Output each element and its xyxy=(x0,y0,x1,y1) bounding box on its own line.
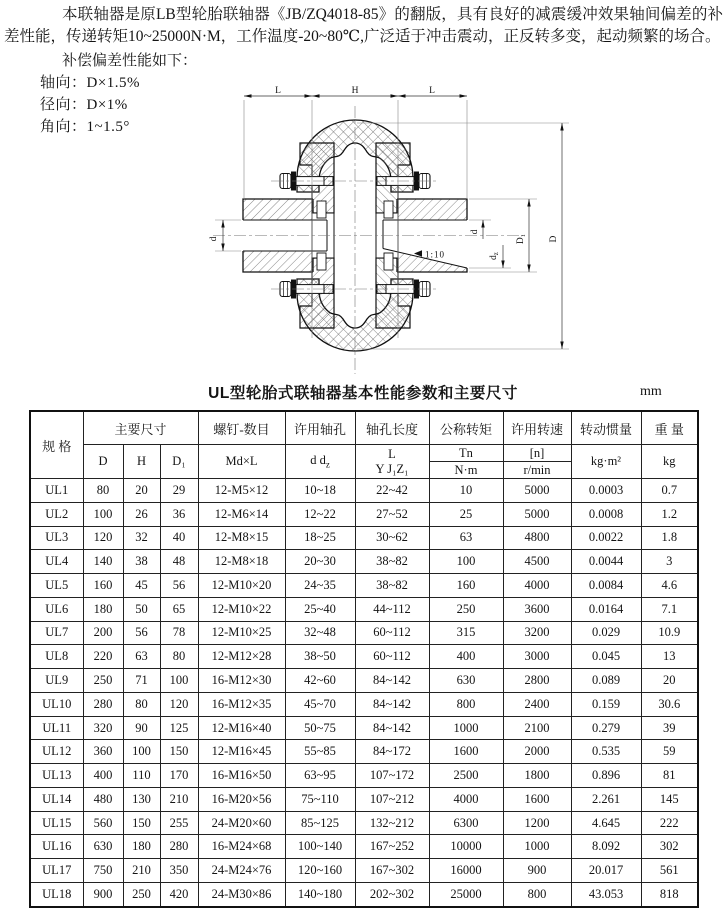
table-cell: 25 xyxy=(429,502,503,526)
col-speed: 许用转速 xyxy=(503,411,571,445)
row-spec: UL2 xyxy=(30,502,83,526)
col-main-dims: 主要尺寸 xyxy=(83,411,198,445)
col-spec: 规 格 xyxy=(30,411,83,479)
table-cell: 16-M24×68 xyxy=(198,835,285,859)
table-cell: 32~48 xyxy=(285,621,355,645)
table-cell: 16-M12×30 xyxy=(198,669,285,693)
table-cell: 80 xyxy=(160,645,198,669)
row-spec: UL3 xyxy=(30,526,83,550)
col-bore-len: 轴孔长度 xyxy=(355,411,429,445)
table-cell: 3000 xyxy=(503,645,571,669)
table-row xyxy=(30,597,698,621)
table-cell: 222 xyxy=(641,811,698,835)
dim-label-L-left: L xyxy=(275,86,281,96)
table-cell: 1600 xyxy=(503,787,571,811)
table-cell: 0.089 xyxy=(571,669,641,693)
table-cell: 400 xyxy=(83,764,123,788)
col-kgm2: kg·m² xyxy=(571,445,641,479)
table-cell: 160 xyxy=(429,574,503,598)
table-cell: 80 xyxy=(83,479,123,503)
table-cell: 12-M16×45 xyxy=(198,740,285,764)
table-cell: 12-M5×12 xyxy=(198,479,285,503)
table-cell: 1.2 xyxy=(641,502,698,526)
row-spec: UL11 xyxy=(30,716,83,740)
table-cell: 4000 xyxy=(503,574,571,598)
table-cell: 0.279 xyxy=(571,716,641,740)
table-cell: 630 xyxy=(429,669,503,693)
table-cell: 10000 xyxy=(429,835,503,859)
table-cell: 90 xyxy=(123,716,160,740)
table-cell: 200 xyxy=(83,621,123,645)
table-cell: 630 xyxy=(83,835,123,859)
table-cell: 50~75 xyxy=(285,716,355,740)
table-cell: 0.896 xyxy=(571,764,641,788)
table-cell: 8.092 xyxy=(571,835,641,859)
table-cell: 1200 xyxy=(503,811,571,835)
col-d-dz: d $d_z$ xyxy=(285,445,355,479)
table-cell: 280 xyxy=(160,835,198,859)
table-cell: 0.0008 xyxy=(571,502,641,526)
table-cell: 81 xyxy=(641,764,698,788)
table-cell: 20~30 xyxy=(285,550,355,574)
table-cell: 26 xyxy=(123,502,160,526)
table-cell: 2500 xyxy=(429,764,503,788)
table-cell: 38~50 xyxy=(285,645,355,669)
dim-label-d-right: d xyxy=(470,229,480,235)
table-cell: 202~302 xyxy=(355,883,429,907)
table-cell: 0.159 xyxy=(571,692,641,716)
table-cell: 0.0044 xyxy=(571,550,641,574)
table-cell: 24~35 xyxy=(285,574,355,598)
spec-axial: 轴向：D×1.5% xyxy=(40,75,141,91)
table-cell: 12-M10×20 xyxy=(198,574,285,598)
table-cell: 150 xyxy=(160,740,198,764)
table-cell: 29 xyxy=(160,479,198,503)
table-cell: 1000 xyxy=(503,835,571,859)
table-cell: 30.6 xyxy=(641,692,698,716)
table-cell: 42~60 xyxy=(285,669,355,693)
table-cell: 30~62 xyxy=(355,526,429,550)
table-cell: 10 xyxy=(429,479,503,503)
table-cell: 167~302 xyxy=(355,859,429,883)
table-cell: 350 xyxy=(160,859,198,883)
table-row xyxy=(30,479,698,503)
table-cell: 2.261 xyxy=(571,787,641,811)
table-cell: 60~112 xyxy=(355,621,429,645)
col-MdxL: Md×L xyxy=(198,445,285,479)
table-cell: 1000 xyxy=(429,716,503,740)
table-cell: 4.6 xyxy=(641,574,698,598)
table-cell: 36 xyxy=(160,502,198,526)
table-cell: 20 xyxy=(641,669,698,693)
table-row xyxy=(30,811,698,835)
spec-angular: 角向：1~1.5° xyxy=(40,119,130,135)
table-cell: 2400 xyxy=(503,692,571,716)
col-D1: D₁ xyxy=(160,445,198,479)
row-spec: UL13 xyxy=(30,764,83,788)
table-cell: 110 xyxy=(123,764,160,788)
table-cell: 750 xyxy=(83,859,123,883)
table-cell: 100 xyxy=(429,550,503,574)
table-cell: 800 xyxy=(503,883,571,907)
table-cell: 38~82 xyxy=(355,550,429,574)
table-cell: 100 xyxy=(160,669,198,693)
table-row xyxy=(30,716,698,740)
table-cell: 84~142 xyxy=(355,669,429,693)
table-cell: 220 xyxy=(83,645,123,669)
table-cell: 167~252 xyxy=(355,835,429,859)
table-cell: 420 xyxy=(160,883,198,907)
table-body xyxy=(30,479,698,907)
table-cell: 140~180 xyxy=(285,883,355,907)
col-D: D xyxy=(83,445,123,479)
table-cell: 45 xyxy=(123,574,160,598)
table-cell: 12-M16×40 xyxy=(198,716,285,740)
table-cell: 59 xyxy=(641,740,698,764)
table-cell: 132~212 xyxy=(355,811,429,835)
table-row xyxy=(30,883,698,907)
table-row xyxy=(30,692,698,716)
table-cell: 16000 xyxy=(429,859,503,883)
row-spec: UL16 xyxy=(30,835,83,859)
table-cell: 315 xyxy=(429,621,503,645)
table-cell: 63 xyxy=(123,645,160,669)
table-cell: 63 xyxy=(429,526,503,550)
table-cell: 250 xyxy=(83,669,123,693)
dim-label-L-right: L xyxy=(429,86,435,96)
table-cell: 900 xyxy=(83,883,123,907)
table-cell: 100 xyxy=(123,740,160,764)
table-cell: 12~22 xyxy=(285,502,355,526)
row-spec: UL7 xyxy=(30,621,83,645)
table-cell: 250 xyxy=(429,597,503,621)
table-cell: 40 xyxy=(160,526,198,550)
row-spec: UL8 xyxy=(30,645,83,669)
table-cell: 4.645 xyxy=(571,811,641,835)
table-cell: 25000 xyxy=(429,883,503,907)
table-cell: 39 xyxy=(641,716,698,740)
table-cell: 24-M30×86 xyxy=(198,883,285,907)
row-spec: UL15 xyxy=(30,811,83,835)
col-weight: 重 量 xyxy=(641,411,698,445)
table-cell: 60~112 xyxy=(355,645,429,669)
table-row xyxy=(30,787,698,811)
table-cell: 12-M8×15 xyxy=(198,526,285,550)
table-cell: 4500 xyxy=(503,550,571,574)
table-row xyxy=(30,859,698,883)
table-cell: 50 xyxy=(123,597,160,621)
table-cell: 560 xyxy=(83,811,123,835)
table-row xyxy=(30,550,698,574)
row-spec: UL6 xyxy=(30,597,83,621)
table-cell: 63~95 xyxy=(285,764,355,788)
dim-label-H: H xyxy=(351,86,359,96)
table-cell: 0.7 xyxy=(641,479,698,503)
table-cell: 360 xyxy=(83,740,123,764)
table-cell: 20.017 xyxy=(571,859,641,883)
row-spec: UL10 xyxy=(30,692,83,716)
table-row xyxy=(30,621,698,645)
table-unit: mm xyxy=(640,384,662,399)
table-row xyxy=(30,764,698,788)
col-inertia: 转动惯量 xyxy=(571,411,641,445)
table-row xyxy=(30,645,698,669)
table-cell: 56 xyxy=(160,574,198,598)
table-cell: 3 xyxy=(641,550,698,574)
table-cell: 22~42 xyxy=(355,479,429,503)
table-cell: 145 xyxy=(641,787,698,811)
row-spec: UL12 xyxy=(30,740,83,764)
table-cell: 16-M20×56 xyxy=(198,787,285,811)
dim-label-D1: D₁ xyxy=(516,233,526,245)
table-cell: 250 xyxy=(123,883,160,907)
table-cell: 10.9 xyxy=(641,621,698,645)
table-cell: 561 xyxy=(641,859,698,883)
table-cell: 302 xyxy=(641,835,698,859)
table-cell: 5000 xyxy=(503,479,571,503)
table-cell: 4800 xyxy=(503,526,571,550)
table-cell: 38~82 xyxy=(355,574,429,598)
table-cell: 0.0164 xyxy=(571,597,641,621)
table-cell: 120~160 xyxy=(285,859,355,883)
table-row xyxy=(30,835,698,859)
table-cell: 280 xyxy=(83,692,123,716)
table-cell: 56 xyxy=(123,621,160,645)
table-row xyxy=(30,740,698,764)
table-cell: 12-M10×22 xyxy=(198,597,285,621)
table-cell: 16-M16×50 xyxy=(198,764,285,788)
table-cell: 84~142 xyxy=(355,692,429,716)
table-cell: 43.053 xyxy=(571,883,641,907)
table-cell: 12-M12×28 xyxy=(198,645,285,669)
table-cell: 2000 xyxy=(503,740,571,764)
table-cell: 480 xyxy=(83,787,123,811)
table-cell: 13 xyxy=(641,645,698,669)
table-cell: 180 xyxy=(83,597,123,621)
table-cell: 320 xyxy=(83,716,123,740)
table-cell: 85~125 xyxy=(285,811,355,835)
col-allow-bore: 许用轴孔 xyxy=(285,411,355,445)
col-screw: 螺钉-数目 xyxy=(198,411,285,445)
table-cell: 18~25 xyxy=(285,526,355,550)
table-cell: 210 xyxy=(123,859,160,883)
table-cell: 150 xyxy=(123,811,160,835)
table-cell: 75~110 xyxy=(285,787,355,811)
table-cell: 0.0022 xyxy=(571,526,641,550)
table-cell: 20 xyxy=(123,479,160,503)
table-cell: 818 xyxy=(641,883,698,907)
table-cell: 45~70 xyxy=(285,692,355,716)
coupling-drawing xyxy=(185,82,635,382)
taper-label: 1:10 xyxy=(425,249,446,260)
table-cell: 78 xyxy=(160,621,198,645)
table-cell: 400 xyxy=(429,645,503,669)
table-cell: 107~212 xyxy=(355,787,429,811)
col-L-YJZ: L Y J₁Z₁ xyxy=(355,445,429,479)
row-spec: UL4 xyxy=(30,550,83,574)
table-cell: 1.8 xyxy=(641,526,698,550)
table-cell: 84~172 xyxy=(355,740,429,764)
table-cell: 5000 xyxy=(503,502,571,526)
table-cell: 2800 xyxy=(503,669,571,693)
col-H: H xyxy=(123,445,160,479)
table-cell: 6300 xyxy=(429,811,503,835)
table-cell: 80 xyxy=(123,692,160,716)
table-cell: 65 xyxy=(160,597,198,621)
table-cell: 900 xyxy=(503,859,571,883)
table-cell: 27~52 xyxy=(355,502,429,526)
compensation-title: 补偿偏差性能如下： xyxy=(62,53,198,69)
table-cell: 125 xyxy=(160,716,198,740)
table-row xyxy=(30,574,698,598)
table-cell: 100~140 xyxy=(285,835,355,859)
row-spec: UL18 xyxy=(30,883,83,907)
table-cell: 44~112 xyxy=(355,597,429,621)
col-Nm: N·m xyxy=(429,462,503,479)
table-cell: 71 xyxy=(123,669,160,693)
col-torque: 公称转矩 xyxy=(429,411,503,445)
table-cell: 120 xyxy=(160,692,198,716)
row-spec: UL14 xyxy=(30,787,83,811)
table-row xyxy=(30,502,698,526)
table-cell: 100 xyxy=(83,502,123,526)
table-cell: 1600 xyxy=(429,740,503,764)
dim-label-dz: dz xyxy=(489,252,500,260)
table-title: UL型轮胎式联轴器基本性能参数和主要尺寸 xyxy=(208,385,518,402)
table-cell: 12-M10×25 xyxy=(198,621,285,645)
table-header xyxy=(30,411,698,479)
row-spec: UL1 xyxy=(30,479,83,503)
parameter-table xyxy=(29,410,699,908)
dim-label-d-left: d xyxy=(209,236,219,242)
table-cell: 3600 xyxy=(503,597,571,621)
table-cell: 7.1 xyxy=(641,597,698,621)
col-Tn: Tn xyxy=(429,445,503,462)
table-cell: 32 xyxy=(123,526,160,550)
table-cell: 24-M24×76 xyxy=(198,859,285,883)
col-rmin: r/min xyxy=(503,462,571,479)
table-cell: 130 xyxy=(123,787,160,811)
table-cell: 12-M6×14 xyxy=(198,502,285,526)
table-cell: 0.029 xyxy=(571,621,641,645)
table-cell: 210 xyxy=(160,787,198,811)
col-kg: kg xyxy=(641,445,698,479)
dim-label-D: D xyxy=(549,235,559,243)
table-cell: 84~142 xyxy=(355,716,429,740)
table-cell: 0.535 xyxy=(571,740,641,764)
table-cell: 0.0003 xyxy=(571,479,641,503)
table-cell: 1800 xyxy=(503,764,571,788)
table-cell: 38 xyxy=(123,550,160,574)
table-cell: 3200 xyxy=(503,621,571,645)
row-spec: UL17 xyxy=(30,859,83,883)
table-cell: 12-M8×18 xyxy=(198,550,285,574)
table-cell: 0.045 xyxy=(571,645,641,669)
table-cell: 2100 xyxy=(503,716,571,740)
table-cell: 180 xyxy=(123,835,160,859)
table-cell: 170 xyxy=(160,764,198,788)
table-cell: 160 xyxy=(83,574,123,598)
table-row xyxy=(30,669,698,693)
table-cell: 55~85 xyxy=(285,740,355,764)
table-cell: 140 xyxy=(83,550,123,574)
table-cell: 10~18 xyxy=(285,479,355,503)
table-cell: 120 xyxy=(83,526,123,550)
table-cell: 255 xyxy=(160,811,198,835)
table-cell: 25~40 xyxy=(285,597,355,621)
table-cell: 800 xyxy=(429,692,503,716)
table-cell: 0.0084 xyxy=(571,574,641,598)
table-cell: 4000 xyxy=(429,787,503,811)
table-cell: 107~172 xyxy=(355,764,429,788)
table-cell: 48 xyxy=(160,550,198,574)
spec-radial: 径向：D×1% xyxy=(40,97,128,113)
row-spec: UL5 xyxy=(30,574,83,598)
row-spec: UL9 xyxy=(30,669,83,693)
col-n: [n] xyxy=(503,445,571,462)
table-cell: 16-M12×35 xyxy=(198,692,285,716)
table-cell: 24-M20×60 xyxy=(198,811,285,835)
table-row xyxy=(30,526,698,550)
intro-paragraph: 本联轴器是原LB型轮胎联轴器《JB/ZQ4018-85》的翻版，具有良好的减震缓冲效果轴间偏差的补差性能，传递转矩10~25000N·M，工作温度-20~80℃,广泛适于冲击震动，正反转多变，起动频繁的场合。 xyxy=(4,6,723,45)
